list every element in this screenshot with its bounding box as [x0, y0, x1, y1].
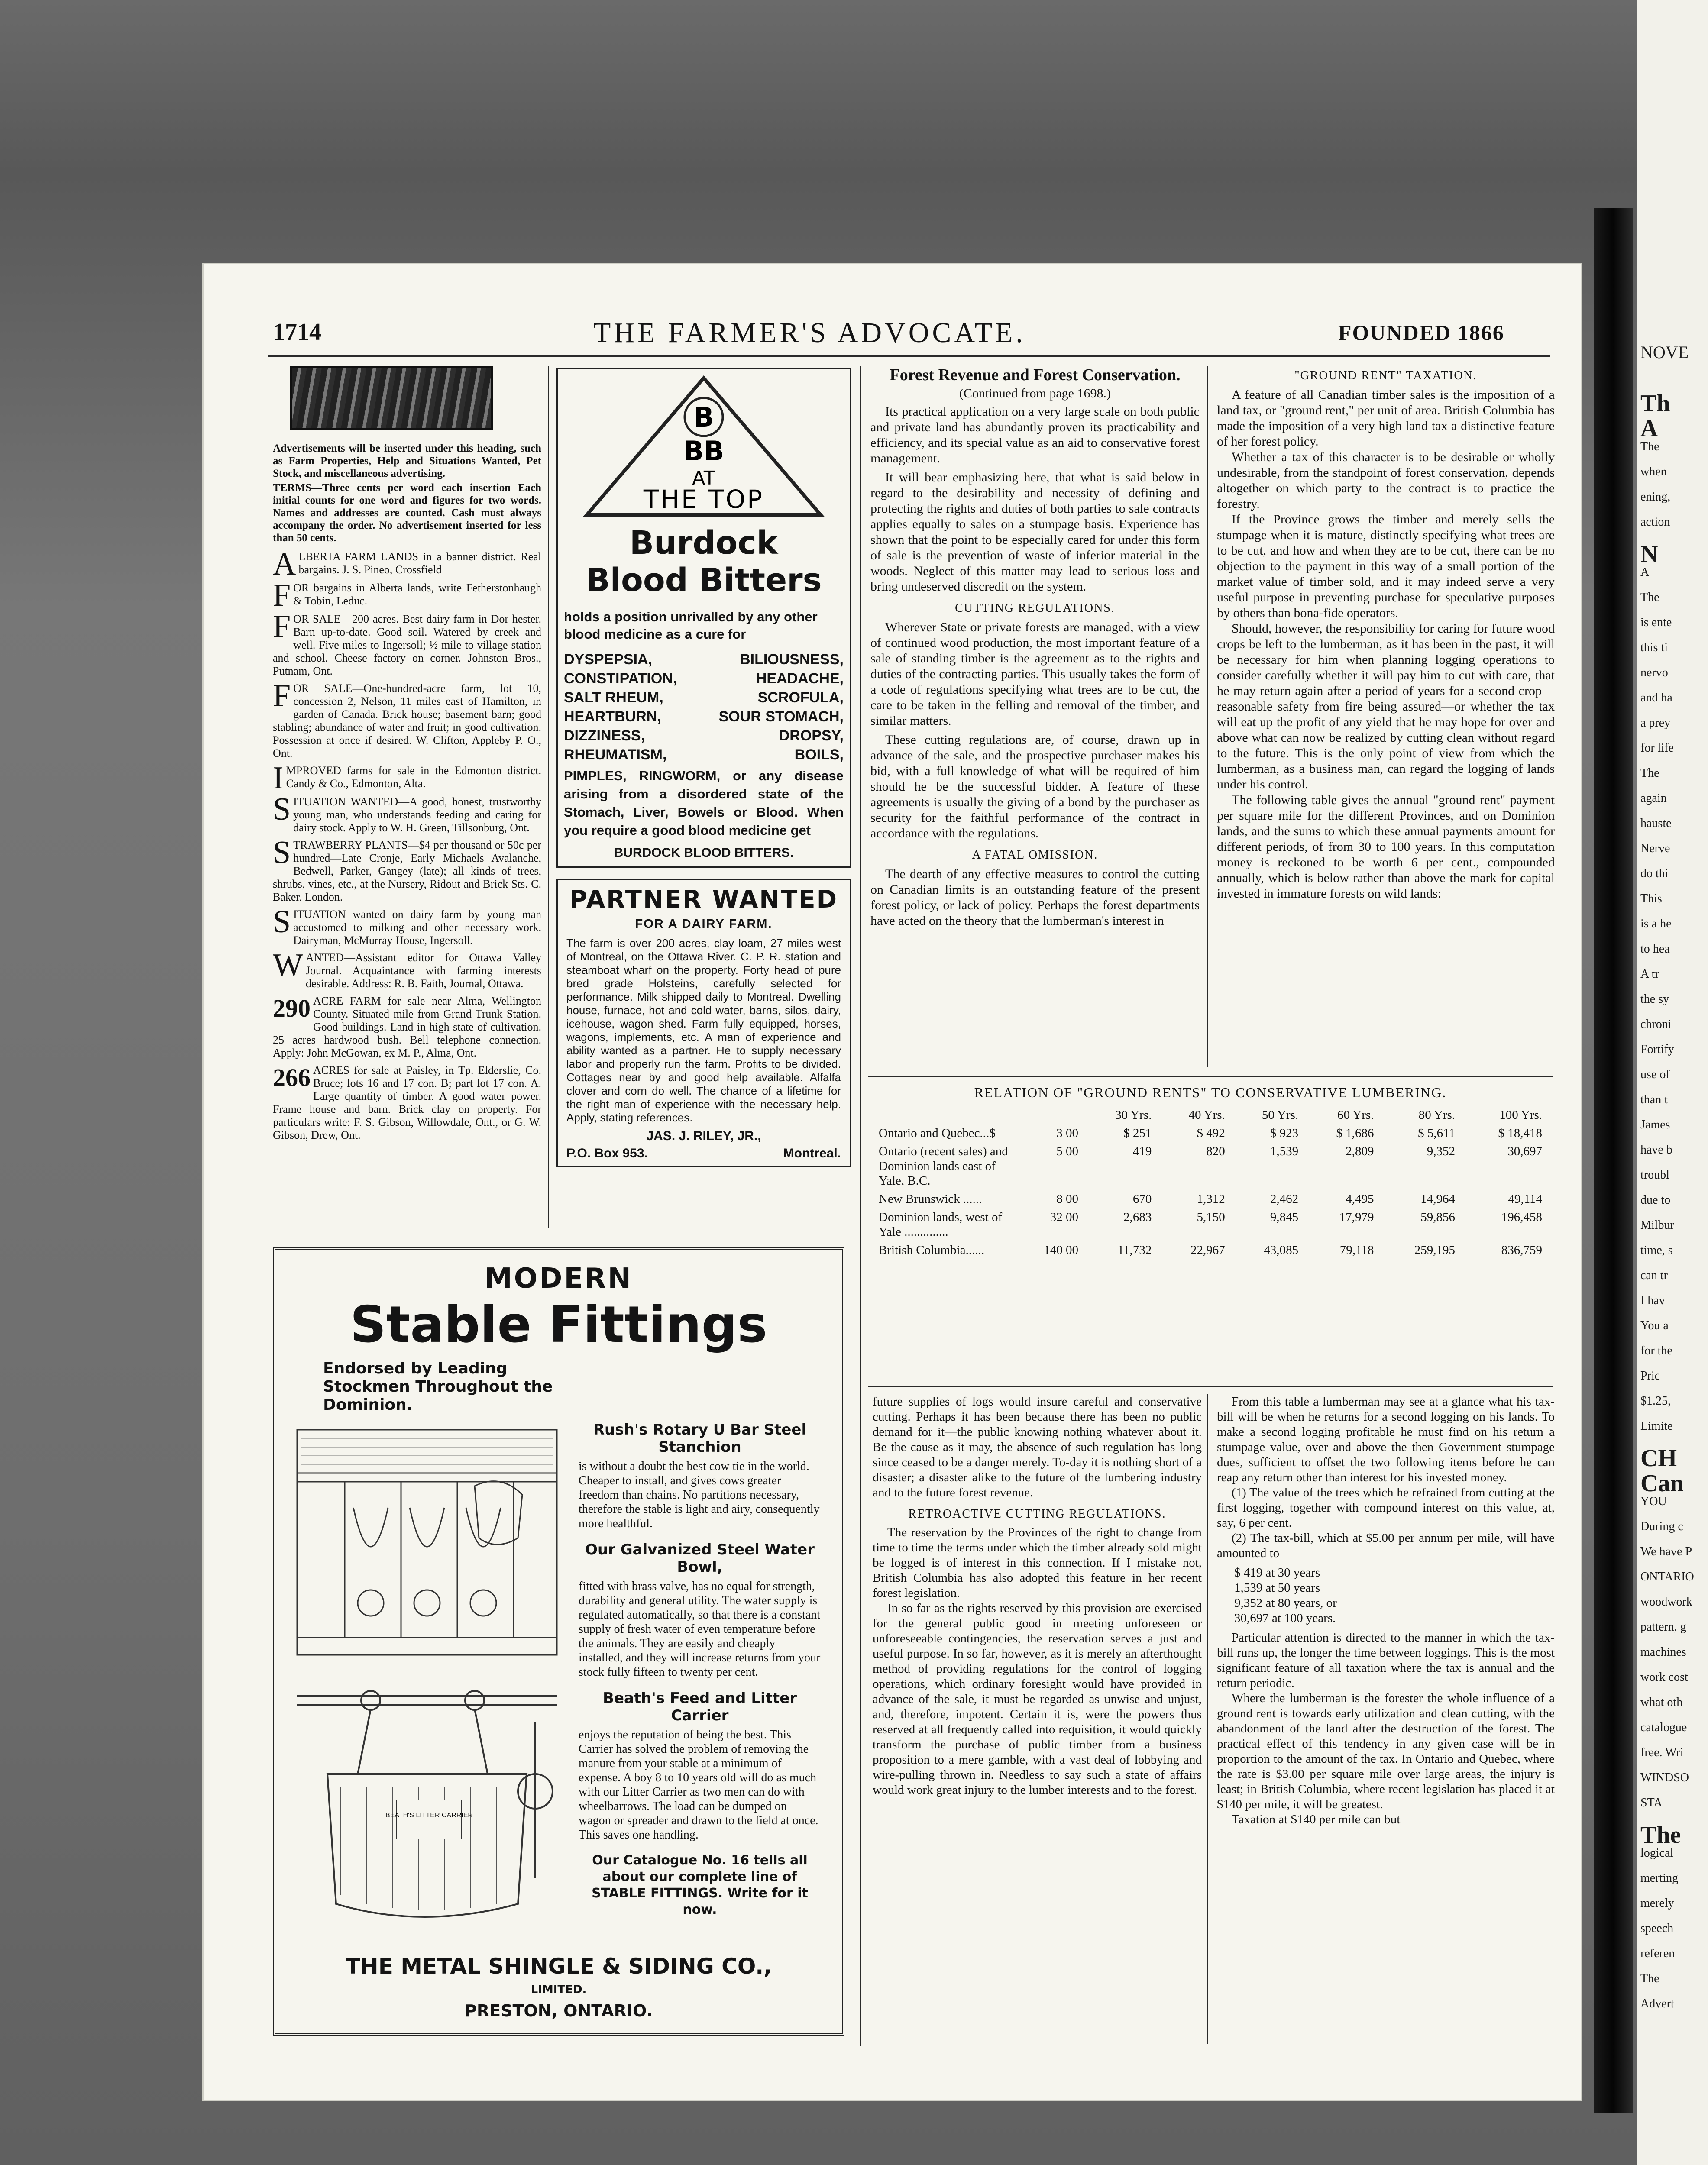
facing-page-line: work cost	[1640, 1671, 1688, 1684]
burdock-closing: PIMPLES, RINGWORM, or any disease arising from a disordered state of the Stomach, Liver, Bowels or Blood. When you require a good blood medicine get	[564, 768, 844, 838]
table-cell: 17,979	[1339, 1210, 1374, 1224]
classified-item-text: MPROVED farms for sale in the Edmonton district. Candy & Co., Edmonton, Alta.	[286, 764, 541, 790]
facing-page-line: and ha	[1640, 691, 1672, 704]
facing-page-line: what oth	[1640, 1696, 1683, 1709]
facing-page-line: merting	[1640, 1871, 1679, 1885]
partner-wanted-ad	[556, 879, 851, 1167]
table-bottom-rule	[868, 1386, 1553, 1387]
table-row	[877, 1208, 1544, 1241]
table-cell: $ 492	[1197, 1126, 1225, 1140]
facing-page-line: The	[1640, 1822, 1681, 1848]
table-cell: 419	[1132, 1144, 1152, 1158]
page-gutter-shadow	[1594, 208, 1633, 2113]
table-cell: 2,809	[1346, 1144, 1374, 1158]
facing-page-line: hauste	[1640, 817, 1672, 830]
table-cell: 670	[1132, 1192, 1152, 1206]
table-header-cell: 40 Yrs.	[1188, 1108, 1225, 1122]
section-heading-ground-rent: "GROUND RENT" TAXATION.	[1294, 369, 1477, 382]
triangle-at: AT	[692, 467, 715, 489]
facing-page-line: do thi	[1640, 867, 1669, 880]
facing-page-line: A	[1640, 565, 1650, 579]
facing-page-line: CH	[1640, 1445, 1677, 1472]
article-paragraph: (1) The value of the trees which he refrained from cutting at the first logging, together with compound interest on this value, at, say, 6 per cent.	[1217, 1486, 1555, 1530]
burdock-description: holds a position unrivalled by any other blood medicine as a cure for	[564, 609, 818, 642]
facing-page-line: ening,	[1640, 490, 1671, 504]
facing-page-line: STA	[1640, 1796, 1663, 1810]
facing-page-line: The	[1640, 1972, 1659, 1985]
ailment-row	[564, 726, 844, 745]
facing-page-line: referen	[1640, 1947, 1675, 1960]
section-heading-cutting: CUTTING REGULATIONS.	[955, 601, 1115, 615]
ailment: DROPSY,	[779, 727, 844, 744]
facing-page-line: James	[1640, 1118, 1670, 1131]
water-bowl-heading: Our Galvanized Steel Water Bowl,	[585, 1541, 815, 1576]
classified-item	[273, 995, 541, 1060]
ailment: RHEUMATISM,	[564, 746, 667, 763]
facing-page-line: the sy	[1640, 992, 1669, 1006]
ailment: HEARTBURN,	[564, 708, 661, 725]
facing-page-line: catalogue	[1640, 1721, 1687, 1734]
article-paragraph: The following table gives the annual "ground rent" payment per square mile for the different Provinces, and on Dominion lands, and the sums to which these annual payments amount for different periods, of from 30 to 100 years. In this computation money is reckoned to be worth 6 per cent., compounded annually, which is below rather than above the mark for capital invested in immature forests on wild lands:	[1217, 793, 1555, 901]
classified-item	[273, 609, 541, 678]
facing-page-line: A	[1640, 415, 1658, 442]
classified-item-initial: S	[273, 835, 291, 870]
article-paragraph: Wherever State or private forests are managed, with a view of continued wood production, the most important feature of a sale of standing timber is the agreement as to the rights and duties of the contracting parties. This usually takes the form of a code of regulations specifying what trees are to be cut, the care to be taken in the felling and removal of the timber, and similar matters.	[870, 620, 1200, 728]
article-paragraph: Where the lumberman is the forester the whole influence of a ground rent is towards early utilization and clean cutting, with the abandonment of the land after the destruction of the forest. The practical effect of this tendency in any given case will be in proportion to the amount of the tax. In Ontario and Quebec, where the rate is $3.00 per square mile over large areas, the injury is least; in British Columbia, where recent legislation has placed it at $140 per mile, it will be greatest.	[1217, 1691, 1555, 1811]
facing-page-header: NOVE	[1640, 343, 1689, 362]
facing-page-line: We have P	[1640, 1545, 1692, 1558]
classified-item	[273, 546, 541, 582]
facing-page-line: action	[1640, 515, 1670, 529]
classified-item	[273, 792, 541, 834]
facing-page-line: machines	[1640, 1645, 1686, 1659]
table-cell: 1,539	[1270, 1144, 1299, 1158]
article-paragraph: Particular attention is directed to the manner in which the tax-bill runs up, the longer the time between loggings. This is the most significant feature of all taxation where the tax is annual and the return periodic.	[1217, 1631, 1555, 1690]
partner-body: The farm is over 200 acres, clay loam, 27 miles west of Montreal, on the Ottawa River. C. P. R. station and steamboat wharf on the property. Forty head of pure bred grade Holsteins, carefully selected for performance. Milk shipped daily to Montreal. Dwelling house, furnace, hot and cold water, barns, silos, dairy, icehouse, wagon shed. Farm fully equipped, horses, wagons, implements, etc. A man of experience and ability wanted as a partner. He to supply necessary labor and properly run the farm. Profits to be divided. Cottages near by and good help available. Alfalfa clover and corn do well. The chance of a lifetime for the right man of experience with the necessary help. Apply, stating references.	[566, 937, 841, 1124]
table-row	[877, 1142, 1544, 1190]
carrier-text: enjoys the reputation of being the best. This Carrier has solved the problem of removing the manure from your stable at a minimum of expense. A boy 8 to 10 years old will do as much with our Litter Carrier as two men can do with wheelbarrows. The load can be dumped on wagon or spreader and drawn to the field at once. This saves one handling.	[579, 1728, 818, 1842]
section-heading-retroactive: RETROACTIVE CUTTING REGULATIONS.	[908, 1507, 1166, 1521]
tax-list	[1234, 1565, 1555, 1626]
article-paragraph: The reservation by the Provinces of the right to change from time to time the terms under which the timber already sold might be logged is of interest in this connection. If I mistake not, British Columbia has also adopted this feature in her recent forest legislation.	[873, 1525, 1202, 1600]
partner-city: Montreal.	[783, 1146, 841, 1160]
table-row	[877, 1241, 1544, 1259]
classified-item	[273, 578, 541, 613]
stable-body	[293, 1421, 825, 1941]
facing-page-line: I hav	[1640, 1294, 1665, 1307]
facing-page-line: use of	[1640, 1068, 1670, 1081]
table-cell: $ 18,418	[1498, 1126, 1542, 1140]
partner-title: PARTNER WANTED	[569, 885, 838, 914]
table-cell: New Brunswick ......	[879, 1192, 982, 1206]
tax-list-item: 1,539 at 50 years	[1234, 1581, 1320, 1595]
facing-page-line: when	[1640, 465, 1667, 478]
table-cell: 2,462	[1270, 1192, 1299, 1206]
article-column-d	[1217, 1394, 1555, 1827]
facing-page-line: Limite	[1640, 1419, 1673, 1433]
classified-item	[273, 947, 541, 990]
partner-subtitle: FOR A DAIRY FARM.	[635, 917, 773, 931]
article-paragraph: Whether a tax of this character is to be desirable or wholly undesirable, from the standpoint of forest conservation, depends altogether on which party to the contract is to practice the forestry.	[1217, 450, 1555, 511]
table-cell: 1,312	[1197, 1192, 1225, 1206]
partner-address	[566, 1146, 841, 1161]
facing-page-line: have b	[1640, 1143, 1672, 1157]
column-rule-2	[860, 366, 861, 2046]
stanchion-heading: Rush's Rotary U Bar Steel Stanchion	[593, 1421, 807, 1456]
table-cell: $ 5,611	[1418, 1126, 1456, 1140]
table-cell: 8 00	[1056, 1192, 1078, 1206]
facing-page-line: than t	[1640, 1093, 1668, 1106]
facing-page-line: troubl	[1640, 1168, 1669, 1182]
facing-page-line: pattern, g	[1640, 1620, 1686, 1634]
classified-list	[273, 546, 541, 1142]
facing-page-line: free. Wri	[1640, 1746, 1684, 1759]
column-rule-3	[1207, 366, 1208, 1067]
table-cell: 4,495	[1346, 1192, 1374, 1206]
ailment: SOUR STOMACH,	[718, 708, 844, 725]
facing-page-line: The	[1640, 591, 1659, 604]
facing-page-line: for life	[1640, 741, 1674, 755]
stable-title: Stable Fittings	[350, 1296, 767, 1354]
ground-rent-table	[877, 1106, 1544, 1259]
table-cell: $ 923	[1270, 1126, 1299, 1140]
classified-item-initial: A	[273, 546, 296, 582]
classified-item-text: ACRES for sale at Paisley, in Tp. Elderslie, Co. Bruce; lots 16 and 17 con. B; part lot 17 con. A. Large quantity of timber. A good water power. Frame house and barn. Brick clay on property. For particulars write: F. S. Gibson, Willowdale, Ont., or G. W. Gibson, Drew, Ont.	[273, 1064, 541, 1141]
facing-page-line: N	[1640, 541, 1658, 568]
facing-page-line: logical	[1640, 1846, 1674, 1860]
ailment: CONSTIPATION,	[564, 670, 677, 687]
ailment-row	[564, 707, 844, 726]
column-rule-4	[1207, 1394, 1208, 2044]
table-header-cell: 80 Yrs.	[1418, 1108, 1456, 1122]
table-cell: 2,683	[1123, 1210, 1152, 1224]
facing-page-line: The	[1640, 440, 1659, 453]
ailment: DYSPEPSIA,	[564, 651, 653, 668]
page-number: 1714	[273, 319, 321, 346]
table-cell: 11,732	[1117, 1243, 1152, 1257]
classified-item	[273, 678, 541, 760]
stable-endorsed: Endorsed by Leading Stockmen Throughout the Dominion.	[323, 1360, 553, 1414]
classified-item-text: ITUATION WANTED—A good, honest, trustworthy young man, who understands feeding and caring for dairy stock. Apply to W. H. Green, Tillsonburg, Ont.	[293, 795, 541, 834]
stable-fittings-ad	[273, 1247, 844, 2036]
classified-item-text: ANTED—Assistant editor for Ottawa Valley Journal. Acquaintance with farming interests desirable. Address: R. B. Faith, Journal, Ottawa.	[305, 951, 541, 990]
table-header-cell: 60 Yrs.	[1337, 1108, 1374, 1122]
ailment-list	[564, 650, 844, 764]
facing-page-line: merely	[1640, 1897, 1674, 1910]
table-row	[877, 1190, 1544, 1208]
ground-rent-table-block	[877, 1085, 1544, 1259]
facing-page-line: chroni	[1640, 1018, 1672, 1031]
burdock-brand: BURDOCK BLOOD BITTERS.	[614, 846, 794, 860]
classified-item-text: ITUATION wanted on dairy farm by young man accustomed to milking and other necessary work. Dairyman, McMurray House, Ingersoll.	[293, 908, 541, 947]
table-cell: 9,352	[1427, 1144, 1456, 1158]
classified-item-text: LBERTA FARM LANDS in a banner district. Real bargains. J. S. Pineo, Crossfield	[298, 550, 541, 576]
classified-item-initial: F	[273, 578, 291, 613]
article-paragraph: In so far as the rights reserved by this provision are exercised for the general public good in meeting unforeseen or unforeseeable contingencies, the reservation serves a just and useful purpose. In so far, however, as it is merely an afterthought method of providing regulations for the control of logging operations, which ordinary foresight would have provided in advance of the sale, it must be regarded as unwise and unjust, and, therefore, impotent. Certain it is, were the powers thus reserved at all frequently called into requisition, it would quickly transform the purchase of public timber from a business proposition to a mere gamble, with a vast deal of lobbying and wire-pulling thrown in. Needless to say such a state of affairs would work great injury to the lumber interests and to the forest.	[873, 1601, 1202, 1797]
burdock-box	[556, 368, 851, 868]
facing-page-line: Advert	[1640, 1997, 1674, 2010]
stable-illustrations	[293, 1421, 561, 1941]
company-limited: LIMITED.	[531, 1983, 587, 1996]
classified-item-text: OR SALE—One-hundred-acre farm, lot 10, concession 2, Nelson, 11 miles east of Hamilton, in garden of Canada. Brick house; basement barn; good stabling; abundance of water and fruit; in good cultivation. Possession at once if desired. W. Clifton, Appleby P. O., Ont.	[273, 682, 541, 759]
facing-page-line: time, s	[1640, 1244, 1673, 1257]
ailment: BOILS,	[794, 746, 844, 763]
classified-item-initial: W	[273, 947, 303, 983]
facing-page-fragment	[1637, 0, 1708, 2165]
facing-page-line: Pric	[1640, 1369, 1660, 1383]
table-cell: 836,759	[1501, 1243, 1542, 1257]
classified-terms: TERMS—Three cents per word each insertion Each initial counts for one word and figures for two words. Names and addresses are counted. Cash must always accompany the order. No advertisement inserted for less than 50 cents.	[273, 482, 541, 544]
table-cell: 820	[1206, 1144, 1225, 1158]
table-cell: British Columbia......	[879, 1243, 985, 1257]
facing-page-line: is ente	[1640, 616, 1672, 629]
table-cell: 259,195	[1414, 1243, 1456, 1257]
facing-page-line: Nerve	[1640, 842, 1670, 855]
table-header-cell: 100 Yrs.	[1499, 1108, 1542, 1122]
classified-banner	[290, 366, 493, 430]
table-header-cell: 50 Yrs.	[1262, 1108, 1299, 1122]
water-bowl-text: fitted with brass valve, has no equal for strength, durability and general utility. The water supply is regulated automatically, so that there is a constant supply of fresh water of even temperature before the animals. They are easily and cheaply installed, and they will increase returns from your stock fully fifteen to twenty per cent.	[579, 1580, 821, 1679]
table-cell: Ontario and Quebec...$	[879, 1126, 996, 1140]
table-cell: 32 00	[1050, 1210, 1078, 1224]
stable-descriptions	[579, 1421, 821, 1941]
burdock-title-line1: Burdock	[629, 524, 778, 562]
facing-page-line: You a	[1640, 1319, 1669, 1332]
facing-page-line: for the	[1640, 1344, 1672, 1357]
article-paragraph: Should, however, the responsibility for caring for future wood crops be left to the lumberman, as it has been in the past, it will be necessary for him when planning logging operations to consider carefully whether it will pay him to cut with care, that he may return again after a period of years for a second crop—reasonable safety from fire being assured—or whether the tax will eat up the profit of any yield that he may hope for over and above what can now be realized by cutting clean without regard to the future. This is the only point of view from which the lumberman, as a business man, can regard the logging of lands under his control.	[1217, 621, 1555, 792]
tax-list-item: 30,697 at 100 years.	[1234, 1611, 1336, 1625]
company-location: PRESTON, ONTARIO.	[465, 2001, 653, 2020]
ailment: HEADACHE,	[756, 670, 844, 687]
classified-item-initial: F	[273, 609, 291, 644]
tax-list-item: 9,352 at 80 years, or	[1234, 1596, 1337, 1610]
founded-line: FOUNDED 1866	[1338, 320, 1504, 345]
table-row	[877, 1124, 1544, 1142]
facing-page-line: is a he	[1640, 917, 1672, 931]
classified-item-text: OR bargains in Alberta lands, write Fetherstonhaugh & Tobin, Leduc.	[293, 582, 541, 607]
classified-item	[273, 904, 541, 947]
article-paragraph: Its practical application on a very large scale on both public and private land has abundantly proven its practicability and efficiency, and its special value as an aid to conservative forest management.	[870, 404, 1200, 465]
table-cell: 14,964	[1420, 1192, 1456, 1206]
article-paragraph: These cutting regulations are, of course, drawn up in advance of the sale, and the prospective purchaser makes his bid, with a full knowledge of what will be required of him should he be the successful bidder. A feature of these agreements is usually the giving of a bond by the purchaser as security for the faithful performance of the contract in accordance with the regulations.	[870, 733, 1200, 840]
classified-item-initial: I	[273, 760, 284, 796]
facing-page-line: due to	[1640, 1193, 1671, 1207]
classified-item-text: ACRE FARM for sale near Alma, Wellington County. Situated mile from Grand Trunk Station. Good buildings. Land in high state of cultivation. 25 acres hardwood bush. Bell telephone connection. Apply: John McGowan, ex M. P., Alma, Ont.	[273, 995, 541, 1059]
table-cell: Ontario (recent sales) and Dominion lands east of Yale, B.C.	[879, 1144, 1008, 1188]
ailment: DIZZINESS,	[564, 727, 645, 744]
triangle-logo	[582, 375, 825, 518]
table-header-cell: 30 Yrs.	[1115, 1108, 1152, 1122]
classified-item-initial: S	[273, 904, 291, 940]
carrier-heading: Beath's Feed and Litter Carrier	[603, 1690, 797, 1724]
table-cell: 79,118	[1339, 1243, 1374, 1257]
article-paragraph: Taxation at $140 per mile can but	[1232, 1813, 1401, 1826]
ailment: SALT RHEUM,	[564, 689, 663, 706]
classified-item-text: OR SALE—200 acres. Best dairy farm in Dor hester. Barn up-to-date. Good soil. Watered by creek and well. Five miles to Ingersoll; ½ mile to village station and school. Cheese factory on corner. Johnston Bros., Putnam, Ont.	[273, 613, 541, 677]
facing-page-line: Milbur	[1640, 1218, 1674, 1232]
ailment: BILIOUSNESS,	[740, 651, 844, 668]
facing-page-line: speech	[1640, 1922, 1674, 1935]
stable-ad-box	[273, 1247, 844, 2036]
table-cell: $ 1,686	[1336, 1126, 1374, 1140]
facing-page-line: The	[1640, 766, 1659, 780]
table-header-cell	[1010, 1106, 1080, 1124]
table-cell: 5,150	[1197, 1210, 1225, 1224]
table-header-cell	[877, 1106, 1010, 1124]
stanchion-text: is without a doubt the best cow tie in the world. Cheaper to install, and gives cows greater freedom than chains. No partitions necessary, therefore the stable is light and airy, consequently more healthful.	[579, 1460, 820, 1530]
ailment-row	[564, 688, 844, 707]
burdock-title-line2: Blood Bitters	[586, 562, 822, 599]
classified-item	[273, 835, 541, 904]
article-paragraph: A feature of all Canadian timber sales is the imposition of a land tax, or "ground rent," per unit of area. British Columbia has made the imposition of a very high land tax a distinctive feature of her forest policy.	[1217, 388, 1555, 449]
partner-name: JAS. J. RILEY, JR.,	[646, 1129, 761, 1143]
triangle-base-text: THE TOP	[643, 485, 764, 514]
article-column-a	[870, 366, 1200, 929]
facing-page-line: Fortify	[1640, 1043, 1674, 1056]
ailment-row	[564, 745, 844, 764]
table-cell: 59,856	[1420, 1210, 1456, 1224]
ailment-row	[564, 650, 844, 669]
facing-page-line: nervo	[1640, 666, 1668, 679]
classified-item-initial: S	[273, 792, 291, 827]
facing-page-line: a prey	[1640, 716, 1671, 730]
table-cell: 3 00	[1056, 1126, 1078, 1140]
stable-modern: MODERN	[485, 1263, 633, 1295]
ailment-row	[564, 669, 844, 688]
burdock-ad	[556, 368, 851, 1167]
table-cell: 49,114	[1508, 1192, 1542, 1206]
classified-item-initial: F	[273, 678, 291, 714]
stanchion-illustration	[293, 1421, 561, 1664]
article-paragraph: From this table a lumberman may see at a glance what his tax-bill will be when he returns for a second logging on his lands. To make a second logging profitable he must find on his return a stumpage value, over and above the then Government stumpage dues, sufficient to offset the two following items before he can reap any return other than interest for his invested money.	[1217, 1395, 1555, 1484]
facing-page-line: this ti	[1640, 641, 1668, 654]
table-cell: 22,967	[1190, 1243, 1225, 1257]
partner-box: P.O. Box 953.	[566, 1146, 648, 1160]
burdock-title	[564, 524, 844, 599]
triangle-letter-top: B	[693, 401, 714, 433]
classified-item-initial: 290	[273, 994, 311, 1022]
article-paragraph: It will bear emphasizing here, that what is said below in regard to the desirability and necessity of defining and protecting the rights and duties of both parties to sale contracts applies equally to sales on a stumpage basis. Experience has shown that the point to be especially cared for under this form of sale is the prevention of waste of inferior material in the woods. Neglect of this matter may lead to serious loss and bring undeserved discredit on the system.	[870, 470, 1200, 594]
company-name: THE METAL SHINGLE & SIDING CO.,	[345, 1954, 772, 1979]
litter-carrier-illustration	[293, 1679, 561, 1939]
article-column-c	[873, 1394, 1202, 1798]
carrier-label: BEATH'S LITTER CARRIER	[385, 1812, 473, 1819]
classified-item	[273, 1064, 541, 1142]
table-title: RELATION OF "GROUND RENTS" TO CONSERVATIVE LUMBERING.	[974, 1085, 1447, 1100]
table-top-rule	[868, 1076, 1553, 1077]
table-cell: 140 00	[1044, 1243, 1078, 1257]
page-header	[273, 318, 1572, 353]
article-paragraph: The dearth of any effective measures to control the cutting on Canadian limits is an outstanding feature of the present forest policy, or lack of policy. Perhaps the forest departments have acted on the theory that the lumberman's interest in	[870, 867, 1200, 928]
facing-page-line: woodwork	[1640, 1595, 1692, 1609]
table-cell: 9,845	[1270, 1210, 1299, 1224]
article-paragraph: (2) The tax-bill, which at $5.00 per annum per mile, will have amounted to	[1217, 1531, 1555, 1560]
classified-column	[273, 366, 541, 1146]
table-cell: 196,458	[1501, 1210, 1542, 1224]
table-cell: 5 00	[1056, 1144, 1078, 1158]
article-column-b	[1217, 368, 1555, 902]
column-rule	[548, 366, 549, 1228]
catalogue-note: Our Catalogue No. 16 tells all about our complete line of STABLE FITTINGS. Write for it now.	[592, 1853, 808, 1917]
facing-page-line: ONTARIO	[1640, 1570, 1694, 1583]
tax-list-item: $ 419 at 30 years	[1234, 1566, 1320, 1580]
facing-page-line: Th	[1640, 390, 1670, 417]
section-heading-fatal: A FATAL OMISSION.	[972, 848, 1098, 862]
facing-page-line: Can	[1640, 1470, 1684, 1497]
facing-page-line: $1.25,	[1640, 1394, 1671, 1408]
table-cell: $ 251	[1123, 1126, 1152, 1140]
table-cell: 43,085	[1264, 1243, 1299, 1257]
facing-page-line: can tr	[1640, 1269, 1668, 1282]
newspaper-page	[204, 264, 1581, 2100]
triangle-letters-mid: BB	[683, 435, 725, 467]
ailment: SCROFULA,	[757, 689, 844, 706]
article-paragraph: If the Province grows the timber and merely sells the stumpage when it is mature, distinctly specifying what trees are to be cut, and how and when they are to be cut, there can be no objection to the payment in this way of a small portion of the market value of timber sold, and it may indeed serve a very useful purpose in preventing purchase for speculative purposes by others than bona-fide operators.	[1217, 512, 1555, 620]
header-rule	[268, 355, 1550, 357]
table-cell: Dominion lands, west of Yale ..............	[879, 1210, 1003, 1239]
article-title: Forest Revenue and Forest Conservation.	[890, 366, 1181, 384]
classified-item	[273, 760, 541, 796]
facing-page-line: again	[1640, 792, 1667, 805]
article-continued: (Continued from page 1698.)	[959, 386, 1111, 401]
table-cell: 30,697	[1507, 1144, 1542, 1158]
facing-page-line: A tr	[1640, 967, 1659, 981]
facing-page-line: This	[1640, 892, 1662, 905]
facing-page-line: WINDSO	[1640, 1771, 1689, 1784]
classified-item-text: TRAWBERRY PLANTS—$4 per thousand or 50c per hundred—Late Cronje, Early Michaels Avalanche, Bedwell, Parker, Gangey (late); all kinds of trees, shrubs, vines, etc., at the Nursery, Ridout and Brick Sts. C. Baker, London.	[273, 839, 541, 903]
table-header-row	[877, 1106, 1544, 1124]
facing-page-line: During c	[1640, 1520, 1683, 1533]
masthead: THE FARMER'S ADVOCATE.	[593, 317, 1026, 349]
classified-intro: Advertisements will be inserted under this heading, such as Farm Properties, Help and Situations Wanted, Pet Stock, and miscellaneous advertising.	[273, 443, 541, 479]
classified-item-initial: 266	[273, 1063, 311, 1092]
facing-page-line: YOU	[1640, 1495, 1667, 1508]
article-paragraph: future supplies of logs would insure careful and conservative cutting. Perhaps it has been because there has been no public demand for it—the public knowing nothing whatever about it. Be the cause as it may, the absence of such regulation has long since ceased to be a danger merely. To-day it is nothing short of a disaster; a disaster alike to the future of the lumbering industry and to the future forest revenue.	[873, 1395, 1202, 1499]
facing-page-line: to hea	[1640, 942, 1670, 956]
